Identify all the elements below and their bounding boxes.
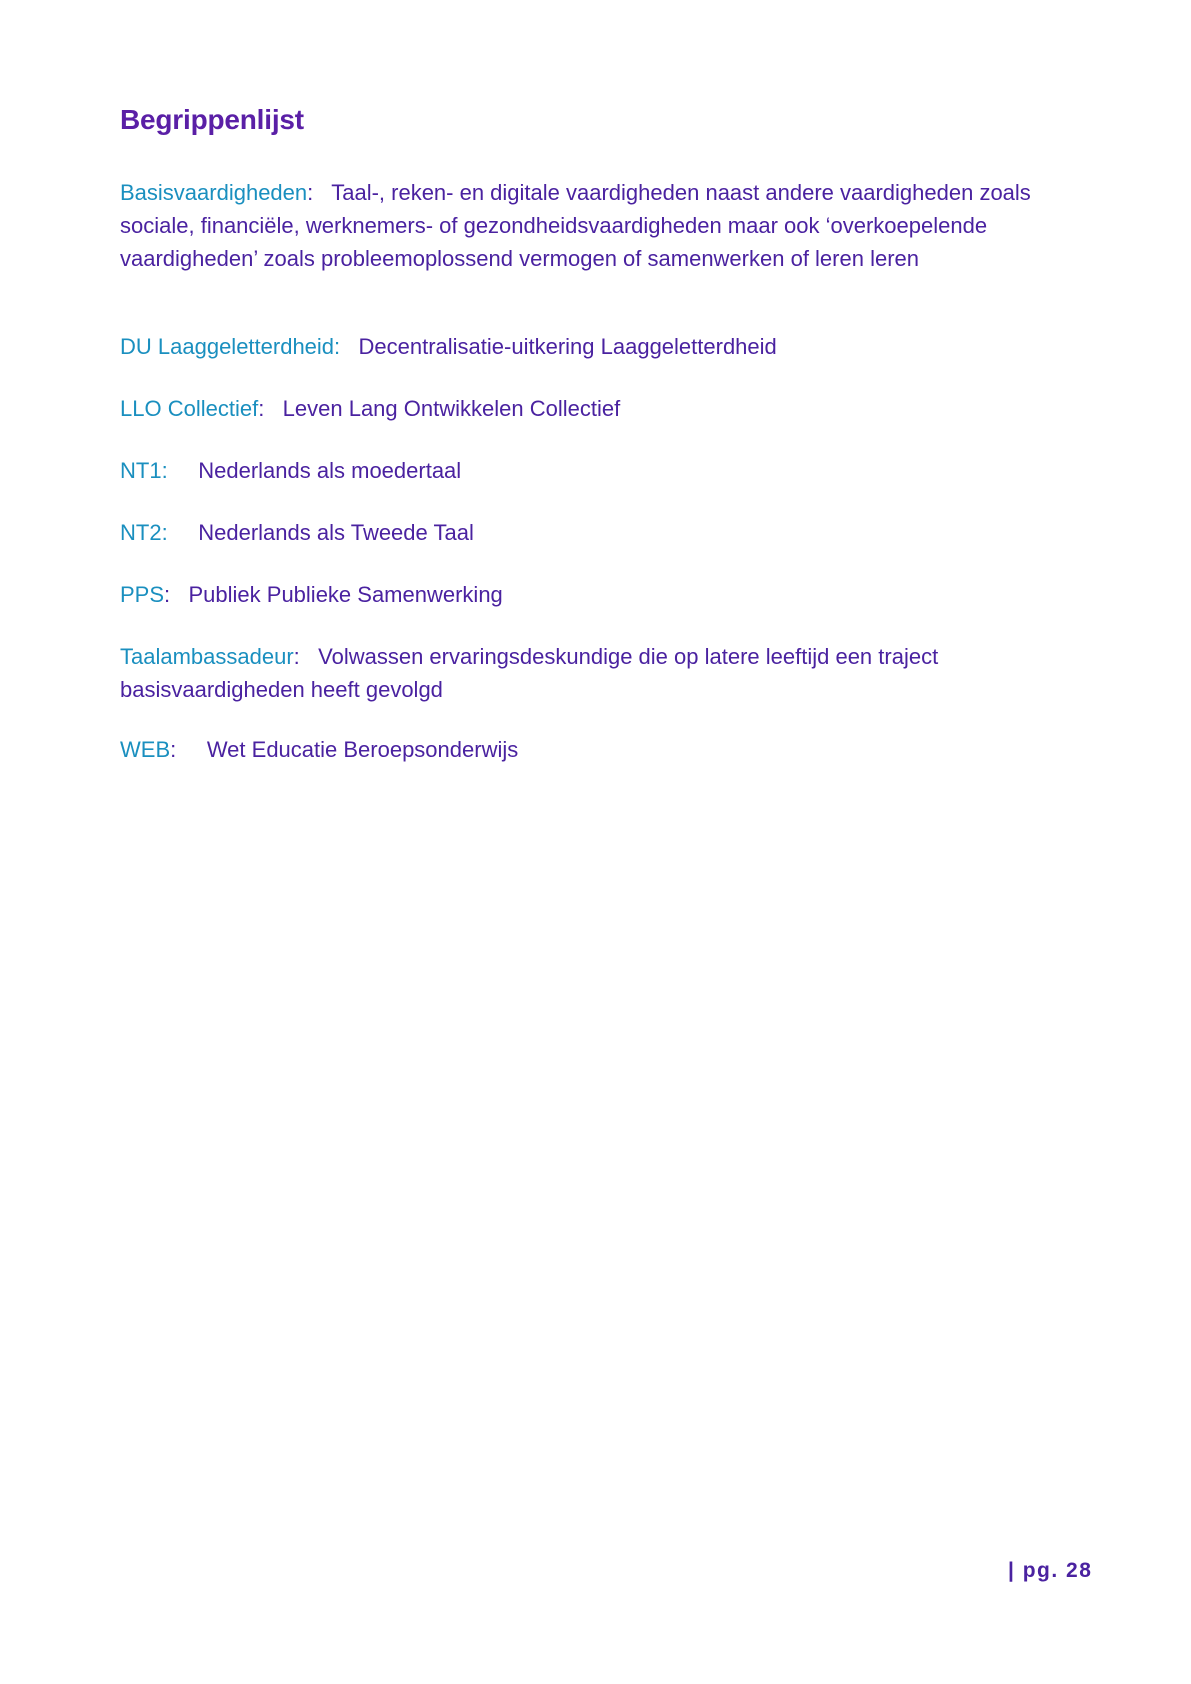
glossary-entry-nt1	[120, 454, 1070, 487]
glossary-term: WEB	[120, 737, 171, 762]
glossary-entry-nt2	[120, 516, 1070, 549]
glossary-term: NT2	[120, 520, 162, 545]
glossary-term: NT1	[120, 458, 162, 483]
glossary-term: LLO Collectief	[120, 396, 259, 421]
term-separator: :	[293, 644, 300, 669]
glossary-entry-pps	[120, 578, 1070, 611]
glossary-definition: Volwassen ervaringsdeskundige die op latere leeftijd een traject basisvaardigheden heeft gevolgd	[120, 644, 939, 702]
page-title: Begrippenlijst	[120, 104, 304, 135]
glossary-definition: Decentralisatie-uitkering Laaggeletterdheid	[358, 334, 777, 359]
glossary-entry-llo-collectief	[120, 392, 1070, 425]
glossary-term: Taalambassadeur	[120, 644, 294, 669]
term-separator: :	[258, 396, 265, 421]
glossary-entry-taalambassadeur	[120, 640, 950, 706]
glossary-term: PPS	[120, 582, 165, 607]
glossary-definition: Nederlands als moedertaal	[198, 458, 462, 483]
glossary-term: Basisvaardigheden	[120, 180, 308, 205]
glossary-definition: Wet Educatie Beroepsonderwijs	[206, 737, 519, 762]
term-separator: :	[170, 737, 177, 762]
glossary-definition: Leven Lang Ontwikkelen Collectief	[282, 396, 621, 421]
glossary-definition: Nederlands als Tweede Taal	[198, 520, 474, 545]
term-separator: :	[307, 180, 314, 205]
term-separator: :	[334, 334, 341, 359]
term-separator: :	[161, 520, 168, 545]
glossary-term: DU Laaggeletterdheid	[120, 334, 335, 359]
page-number: | pg. 28	[1008, 1559, 1093, 1582]
glossary-entry-du-laaggeletterdheid	[120, 330, 1070, 363]
term-separator: :	[161, 458, 168, 483]
glossary-definition: Taal-, reken- en digitale vaardigheden naast andere vaardigheden zoals sociale, financiële, werknemers- of gezondheidsvaardigheden maar ook ‘overkoepelende vaardigheden’ zoals probleemoplossend vermogen of samenwerken of leren leren	[120, 180, 1031, 271]
term-separator: :	[164, 582, 171, 607]
glossary-entry-web	[120, 733, 1070, 766]
glossary-definition: Publiek Publieke Samenwerking	[188, 582, 503, 607]
glossary-entry-basisvaardigheden	[120, 176, 1070, 275]
